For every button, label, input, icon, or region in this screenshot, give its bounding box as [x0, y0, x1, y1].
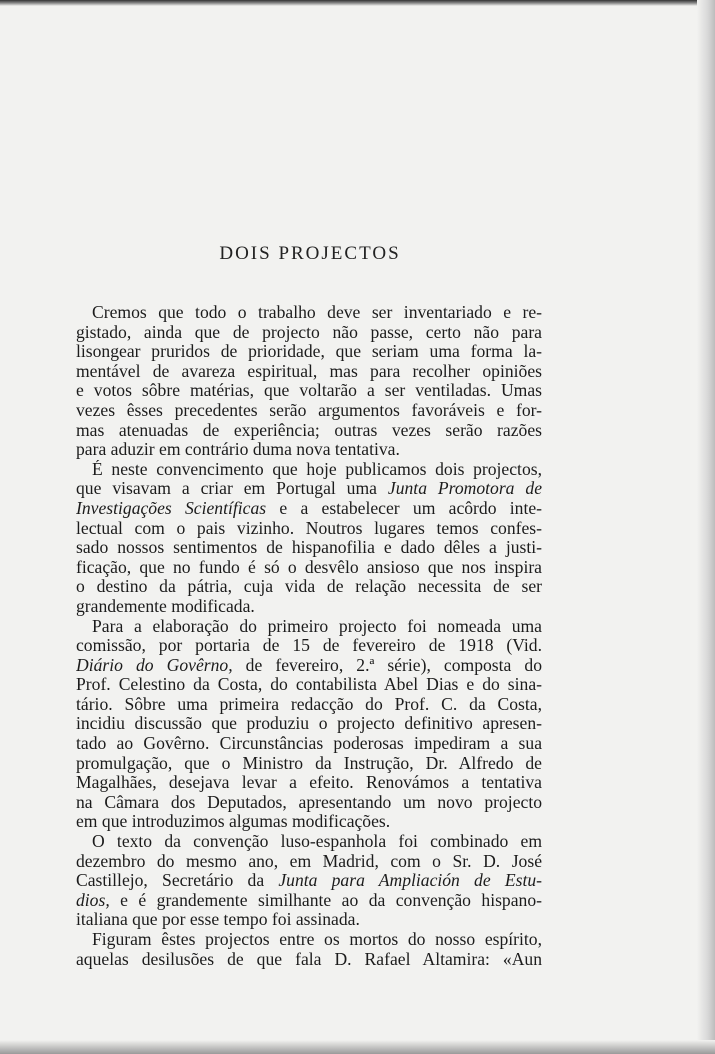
- text-line: incidiu discussão que produziu o projecto definitivo apresen-: [76, 714, 542, 734]
- italic-text-run: Junta para Ampliación de Estu-: [278, 871, 542, 891]
- text-line: aquelas desilusões de que fala D. Rafael Altamira: «Aun: [76, 949, 542, 969]
- text-line: [76, 891, 542, 911]
- text-line: Prof. Celestino da Costa, do contabilista Abel Dias e do sina-: [76, 675, 542, 695]
- text-line: e votos sôbre matérias, que voltarão a ser ventiladas. Umas: [76, 381, 542, 401]
- text-line: mas atenuadas de experiência; outras vezes serão razões: [76, 420, 542, 440]
- text-line: em que introduzimos algumas modificações.: [76, 812, 391, 832]
- text-line: O texto da convenção luso-espanhola foi combinado em: [92, 832, 542, 852]
- text-line: Magalhães, desejava levar a efeito. Renovámos a tentativa: [76, 773, 542, 793]
- text-line: vezes êsses precedentes serão argumentos favoráveis e for-: [76, 400, 542, 420]
- italic-text-run: Junta Promotora de: [387, 479, 542, 499]
- page-top-edge: [0, 0, 715, 6]
- text-line: promulgação, que o Ministro da Instrução, Dr. Alfredo de: [76, 753, 542, 773]
- text-run: e a estabelecer um acôrdo inte-: [266, 498, 542, 518]
- text-line: tário. Sôbre uma primeira redacção do Prof. C. da Costa,: [76, 694, 542, 714]
- text-run: Castillejo, Secretário da: [76, 871, 279, 891]
- text-line: sado nossos sentimentos de hispanofilia e dado dêles a justi-: [76, 538, 542, 558]
- text-line: [76, 499, 542, 519]
- text-run: que visavam a criar em Portugal uma: [76, 479, 388, 499]
- text-line: comissão, por portaria de 15 de fevereiro de 1918 (Vid.: [76, 636, 542, 656]
- text-line: para aduzir em contrário duma nova tentativa.: [76, 440, 400, 460]
- italic-text-run: Investigações Scientíficas: [76, 498, 267, 518]
- text-line: lectual com o pais vizinho. Noutros lugares temos confes-: [76, 518, 542, 538]
- text-line: o destino da pátria, cuja vida de relação necessita de ser: [76, 577, 542, 597]
- text-line: grandemente modificada.: [76, 596, 255, 616]
- text-line: italiana que por esse tempo foi assinada.: [76, 910, 360, 930]
- text-line: Cremos que todo o trabalho deve ser inventariado e re-: [92, 303, 542, 322]
- text-line: Figuram êstes projectos entre os mortos do nosso espírito,: [92, 930, 542, 949]
- page-bottom-edge: [0, 1040, 715, 1054]
- text-line: na Câmara dos Deputados, apresentando um novo projecto: [76, 792, 542, 812]
- page-right-edge: [697, 0, 715, 1054]
- text-run: de fevereiro, 2.ª série), composta do: [232, 655, 542, 675]
- text-line: [76, 479, 542, 499]
- text-line: mentável de avareza espiritual, mas para recolher opiniões: [76, 361, 542, 381]
- text-line: [76, 871, 542, 891]
- text-run: e é grandemente similhante ao da convenção hispano-: [109, 890, 542, 910]
- italic-text-run: Diário do Govêrno,: [76, 655, 233, 675]
- text-line: gistado, ainda que de projecto não passe, certo não para: [76, 322, 542, 342]
- text-line: ficação, que no fundo é só o desvêlo ansioso que nos inspira: [76, 557, 542, 577]
- chapter-title: DOIS PROJECTOS: [219, 243, 401, 264]
- italic-text-run: dios,: [76, 890, 110, 910]
- text-line: lisongear pruridos de prioridade, que seriam uma forma la-: [76, 342, 542, 362]
- text-line: tado ao Govêrno. Circunstâncias poderosas impediram a sua: [76, 734, 542, 754]
- body-text: [76, 303, 542, 969]
- text-line: dezembro do mesmo ano, em Madrid, com o Sr. D. José: [76, 851, 542, 871]
- text-line: É neste convencimento que hoje publicamos dois projectos,: [92, 459, 542, 479]
- text-line: Para a elaboração do primeiro projecto foi nomeada uma: [92, 616, 542, 636]
- text-line: [76, 656, 542, 676]
